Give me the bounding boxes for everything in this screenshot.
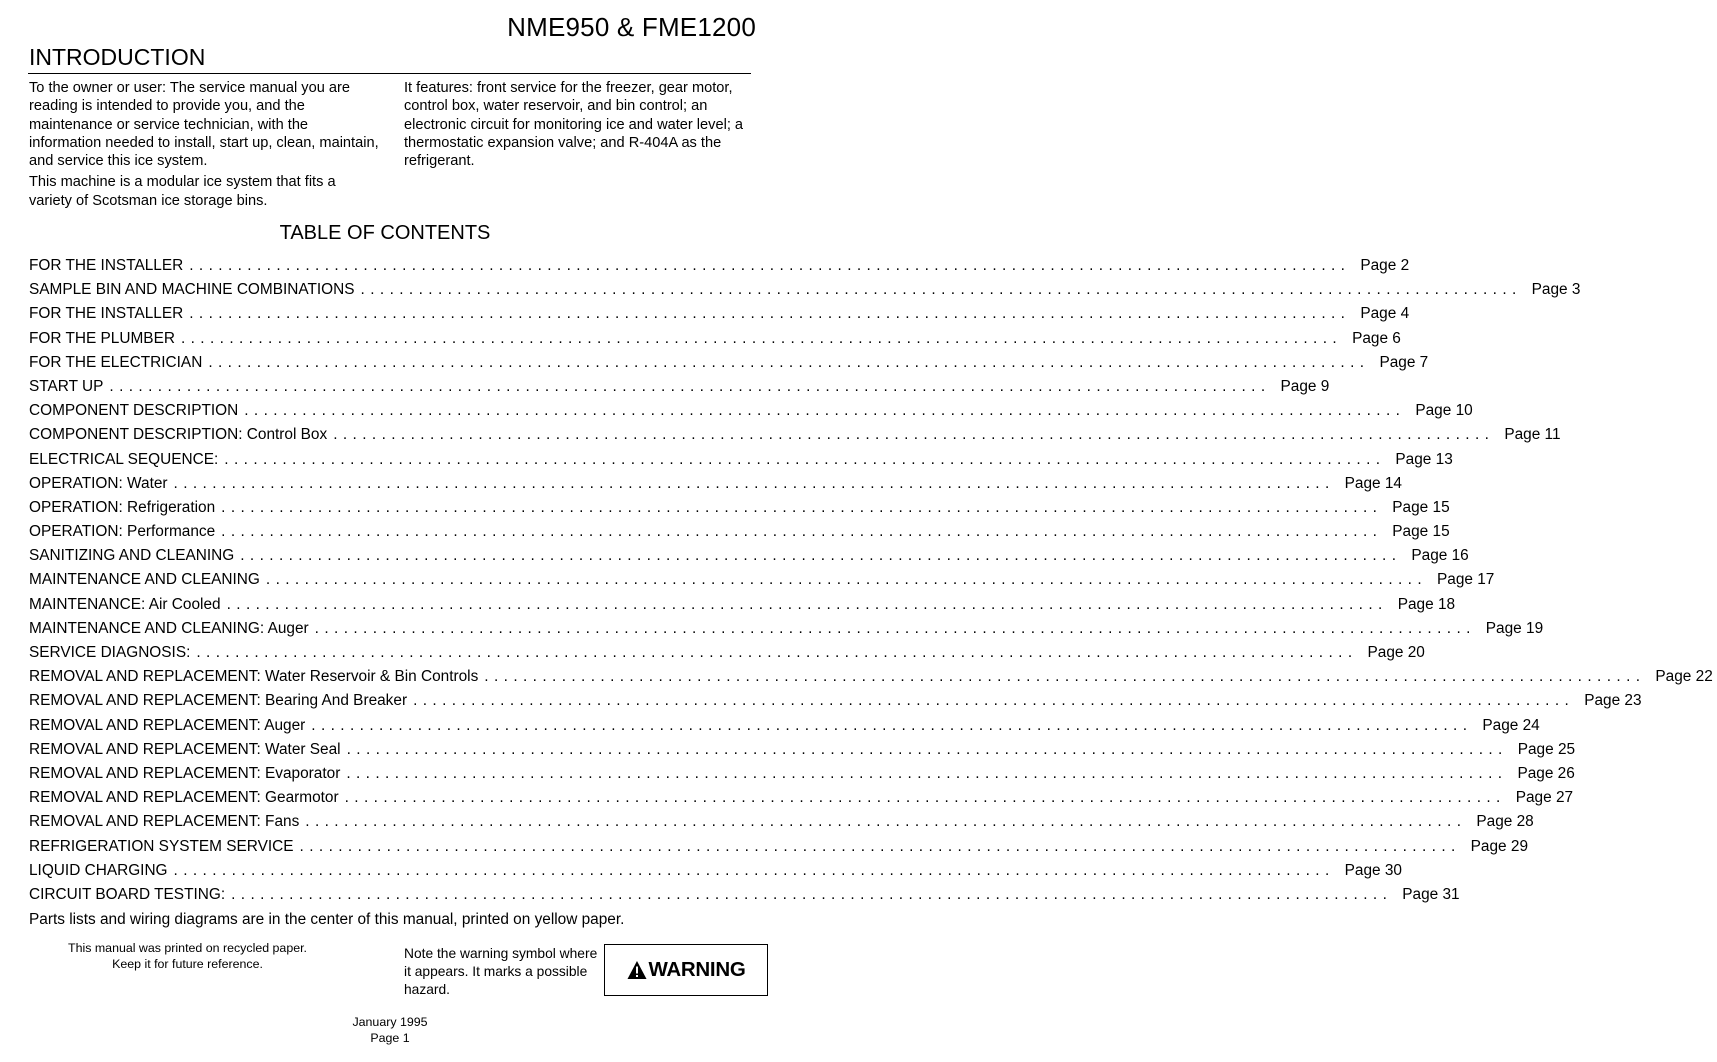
toc-entry <box>29 304 1410 328</box>
toc-note: Parts lists and wiring diagrams are in the center of this manual, printed on yellow paper. <box>29 911 625 928</box>
toc-leader-dots: ........................................................................................................................ <box>221 523 1383 541</box>
toc-entry-page: Page 7 <box>1379 353 1429 371</box>
toc-entry-label: REMOVAL AND REPLACEMENT: Gearmotor <box>29 789 339 807</box>
toc-entry <box>29 740 1576 764</box>
toc-leader-dots: ........................................................................................................................ <box>109 377 1271 395</box>
toc-entry-page: Page 26 <box>1517 764 1575 782</box>
table-of-contents <box>29 256 1713 909</box>
toc-entry <box>29 522 1450 546</box>
toc-entry <box>29 353 1429 377</box>
toc-leader-dots: ........................................................................................................................ <box>196 644 1358 661</box>
toc-entry <box>29 570 1495 594</box>
toc-entry-label: FOR THE INSTALLER <box>29 305 184 323</box>
toc-entry <box>29 546 1469 570</box>
toc-entry <box>29 788 1574 812</box>
intro-paragraph: It features: front service for the freezer, gear motor, control box, water reservoir, and bin control; an electronic circuit for monitoring ice and water level; a thermostatic expansion valve; and R-404A as the refrigerant. <box>404 80 744 170</box>
toc-entry <box>29 450 1453 474</box>
toc-entry-label: ELECTRICAL SEQUENCE: <box>29 450 219 468</box>
toc-leader-dots: ........................................................................................................................ <box>173 861 1335 879</box>
warning-box <box>604 944 768 996</box>
toc-leader-dots: ........................................................................................................................ <box>360 281 1522 299</box>
toc-entry-label: LIQUID CHARGING <box>29 861 168 879</box>
toc-entry-page: Page 31 <box>1402 885 1460 903</box>
toc-entry-page: Page 15 <box>1392 498 1450 516</box>
footer-date: January 1995 <box>352 1015 428 1029</box>
toc-entry-label: OPERATION: Refrigeration <box>29 498 216 516</box>
toc-entry <box>29 329 1401 353</box>
toc-entry-page: Page 16 <box>1411 547 1469 565</box>
toc-leader-dots: ........................................................................................................................ <box>484 668 1646 686</box>
toc-entry-page: Page 23 <box>1584 692 1642 710</box>
toc-entry-label: REMOVAL AND REPLACEMENT: Water Seal <box>29 740 341 758</box>
toc-entry <box>29 837 1529 861</box>
toc-entry <box>29 764 1575 788</box>
toc-entry-label: MAINTENANCE: Air Cooled <box>29 595 221 613</box>
toc-entry <box>29 619 1544 643</box>
toc-leader-dots: ........................................................................................................................ <box>413 692 1575 710</box>
toc-entry-label: OPERATION: Performance <box>29 523 216 541</box>
toc-entry-page: Page 18 <box>1397 595 1456 613</box>
toc-leader-dots: ........................................................................................................................ <box>189 257 1351 274</box>
toc-entry-page: Page 13 <box>1395 450 1453 468</box>
recycle-note <box>40 940 335 972</box>
toc-entry <box>29 256 1410 280</box>
toc-entry <box>29 812 1534 836</box>
toc-entry-page: Page 24 <box>1482 716 1540 734</box>
toc-leader-dots: ........................................................................................................................ <box>231 885 1393 903</box>
toc-entry <box>29 498 1450 522</box>
toc-entry <box>29 280 1581 304</box>
toc-leader-dots: ........................................................................................................................ <box>224 450 1386 468</box>
toc-entry-label: CIRCUIT BOARD TESTING: <box>29 885 226 903</box>
recycle-note-line: This manual was printed on recycled paper. <box>68 941 307 955</box>
toc-entry-label: REFRIGERATION SYSTEM SERVICE <box>29 837 294 855</box>
toc-entry-page: Page 19 <box>1485 619 1544 637</box>
toc-entry-page: Page 6 <box>1352 329 1401 347</box>
toc-leader-dots: ........................................................................................................................ <box>314 619 1476 637</box>
footer <box>0 1014 780 1046</box>
toc-entry-label: FOR THE ELECTRICIAN <box>29 353 203 371</box>
warning-triangle-icon <box>627 960 647 980</box>
toc-entry <box>29 885 1460 909</box>
toc-leader-dots: ........................................................................................................................ <box>305 813 1467 831</box>
toc-entry-label: OPERATION: Water <box>29 474 168 492</box>
toc-entry <box>29 667 1713 691</box>
toc-entry-page: Page 15 <box>1392 523 1450 541</box>
toc-leader-dots: ........................................................................................................................ <box>173 474 1335 492</box>
toc-entry <box>29 716 1540 740</box>
toc-entry-page: Page 11 <box>1504 426 1561 444</box>
toc-entry-page: Page 3 <box>1531 281 1581 299</box>
toc-entry-label: MAINTENANCE AND CLEANING <box>29 571 260 589</box>
toc-entry-page: Page 4 <box>1360 305 1410 323</box>
toc-entry-page: Page 27 <box>1515 789 1574 807</box>
toc-leader-dots: ........................................................................................................................ <box>240 547 1402 565</box>
toc-leader-dots: ........................................................................................................................ <box>311 716 1473 734</box>
toc-entry-page: Page 9 <box>1280 377 1330 395</box>
toc-leader-dots: ........................................................................................................................ <box>346 764 1508 782</box>
toc-entry <box>29 595 1456 619</box>
toc-entry-label: REMOVAL AND REPLACEMENT: Water Reservoir & Bin Controls <box>29 668 479 686</box>
toc-entry <box>29 377 1330 401</box>
toc-leader-dots: ........................................................................................................................ <box>346 740 1508 758</box>
toc-leader-dots: ........................................................................................................................ <box>299 837 1461 855</box>
warning-note: Note the warning symbol where it appears. It marks a possible hazard. <box>404 946 598 997</box>
toc-leader-dots: ........................................................................................................................ <box>226 595 1388 613</box>
toc-entry-label: SANITIZING AND CLEANING <box>29 547 235 565</box>
toc-leader-dots: ........................................................................................................................ <box>189 305 1351 323</box>
toc-entry-label: MAINTENANCE AND CLEANING: Auger <box>29 619 309 637</box>
intro-right-column <box>404 79 759 173</box>
toc-entry-label: REMOVAL AND REPLACEMENT: Bearing And Breaker <box>29 692 408 710</box>
toc-entry-page: Page 29 <box>1470 837 1529 855</box>
section-title: INTRODUCTION <box>29 44 206 70</box>
warning-label: WARNING <box>648 958 746 981</box>
toc-leader-dots: ........................................................................................................................ <box>265 571 1428 589</box>
toc-entry-page: Page 14 <box>1344 474 1402 492</box>
toc-entry-page: Page 2 <box>1360 257 1410 274</box>
toc-entry-page: Page 28 <box>1476 813 1534 831</box>
toc-entry-page: Page 17 <box>1437 571 1495 589</box>
toc-entry <box>29 691 1642 715</box>
toc-leader-dots: ........................................................................................................................ <box>221 498 1383 516</box>
intro-paragraph: To the owner or user: The service manual you are reading is intended to provide you, and the maintenance or service technician, with the information needed to install, start up, clean, maintain, and service this ice system. <box>29 80 379 170</box>
toc-entry <box>29 425 1561 449</box>
intro-paragraph: This machine is a modular ice system that fits a variety of Scotsman ice storage bins. <box>29 174 336 209</box>
toc-entry <box>29 401 1473 425</box>
toc-entry-page: Page 20 <box>1367 644 1425 661</box>
toc-leader-dots: ........................................................................................................................ <box>244 402 1406 420</box>
toc-leader-dots: ........................................................................................................................ <box>333 426 1495 444</box>
toc-leader-dots: ........................................................................................................................ <box>344 789 1506 807</box>
toc-entry-label: SAMPLE BIN AND MACHINE COMBINATIONS <box>29 281 355 299</box>
toc-entry-label: COMPONENT DESCRIPTION: Control Box <box>29 426 328 444</box>
toc-entry-label: REMOVAL AND REPLACEMENT: Fans <box>29 813 300 831</box>
toc-entry-label: SERVICE DIAGNOSIS: <box>29 644 191 661</box>
toc-entry <box>29 643 1425 667</box>
toc-entry-label: FOR THE INSTALLER <box>29 257 184 274</box>
header-divider <box>28 73 751 74</box>
intro-left-column <box>29 79 379 213</box>
toc-entry-page: Page 22 <box>1655 668 1713 686</box>
recycle-note-line: Keep it for future reference. <box>112 957 263 971</box>
toc-leader-dots: ........................................................................................................................ <box>180 329 1343 347</box>
toc-entry <box>29 861 1402 885</box>
toc-entry-page: Page 25 <box>1517 740 1576 758</box>
toc-leader-dots: ........................................................................................................................ <box>208 353 1370 371</box>
toc-entry-label: FOR THE PLUMBER <box>29 329 175 347</box>
model-title: NME950 & FME1200 <box>507 12 756 42</box>
toc-entry-label: REMOVAL AND REPLACEMENT: Evaporator <box>29 764 341 782</box>
toc-entry-label: COMPONENT DESCRIPTION <box>29 402 239 420</box>
toc-entry-label: REMOVAL AND REPLACEMENT: Auger <box>29 716 306 734</box>
toc-entry-label: START UP <box>29 377 104 395</box>
toc-entry <box>29 474 1402 498</box>
toc-entry-page: Page 30 <box>1344 861 1402 879</box>
toc-title: TABLE OF CONTENTS <box>279 222 491 244</box>
page-number: Page 1 <box>370 1031 410 1045</box>
toc-entry-page: Page 10 <box>1415 402 1473 420</box>
